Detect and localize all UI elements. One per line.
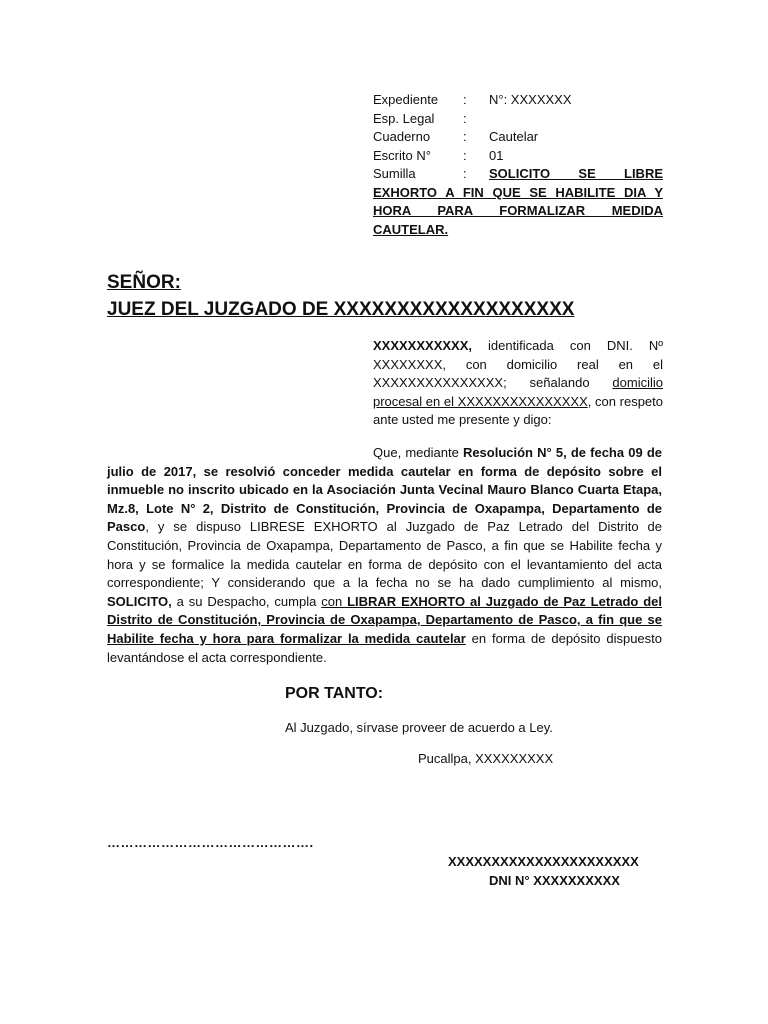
domicilio-procesal: domicilio procesal en el XXXXXXXXXXXXXXX: [373, 375, 663, 409]
header-sep: :: [463, 147, 467, 163]
header-row-sumilla: [373, 165, 663, 184]
intro-text: identificada con DNI. Nº XXXXXXXX, con domicilio real en el XXXXXXXXXXXXXXX; señalando: [373, 338, 663, 391]
body-text: a su Despacho, cumpla: [171, 593, 322, 609]
header-key: Escrito N°: [373, 147, 431, 163]
header-key: Sumilla: [373, 166, 416, 181]
case-header: [373, 91, 663, 239]
resolution-reference: Resolución N° 5, de fecha 09 de julio de 2017, se resolvió conceder medida cautelar en forma de depósito sobre el inmueble no inscrito ubicado en la Asociación Junta Vecinal Mauro Blanco Cuarta Etapa, Mz.8, Lote N° 2, Distrito de Constitución, Provincia de Oxapampa, Departamento de Pasco: [107, 445, 662, 535]
header-key: Cuaderno: [373, 129, 431, 144]
sumilla-first-line: SOLICITO SE LIBRE: [489, 166, 663, 181]
intro-text-end: , con respeto ante usted me presente y digo:: [373, 393, 663, 428]
main-paragraph: [107, 444, 662, 667]
body-text: Que, mediante: [373, 445, 463, 460]
header-sep: :: [463, 166, 467, 181]
petitioner-name: XXXXXXXXXXX,: [373, 338, 472, 353]
signature-line: ……………………………………….: [107, 835, 314, 850]
closing-request: Al Juzgado, sírvase proveer de acuerdo a Ley.: [285, 720, 553, 735]
sumilla-text: EXHORTO A FIN QUE SE HABILITE DIA Y HORA PARA FORMALIZAR MEDIDA CAUTELAR.: [373, 184, 663, 237]
body-text: , y se dispuso LIBRESE EXHORTO al Juzgado de Paz Letrado del Distrito de Constitución, Provincia de Oxapampa, Departamento de Pasco, a fin que se Habilite fecha y hora y se formalice la medida cautelar en forma de depósito con el levantamiento del acta correspondiente; Y considerando que a la fecha no se ha dado cumplimiento al mismo,: [107, 519, 662, 591]
header-value: Cautelar: [489, 129, 539, 144]
header-key: Expediente: [373, 92, 439, 107]
header-row-cuaderno: [373, 128, 663, 147]
header-sep: :: [463, 110, 467, 126]
salutation-senor: SEÑOR:: [107, 272, 181, 293]
body-text: en forma de depósito dispuesto levantándose el acta correspondiente.: [107, 630, 662, 665]
header-value: [489, 110, 663, 129]
header-value: N°: XXXXXXX: [489, 92, 572, 107]
header-key: Esp. Legal: [373, 110, 435, 126]
header-sep: :: [463, 92, 467, 107]
signer-dni: DNI N° XXXXXXXXXX: [489, 873, 620, 888]
solicito-keyword: SOLICITO,: [107, 593, 172, 609]
header-sep: :: [463, 129, 467, 144]
salutation-judge: JUEZ DEL JUZGADO DE XXXXXXXXXXXXXXXXXXX: [107, 299, 575, 320]
body-underlined: con: [321, 593, 348, 609]
header-row-esp-legal: [373, 110, 663, 129]
intro-paragraph: [373, 337, 663, 430]
place-date: Pucallpa, XXXXXXXXX: [418, 751, 554, 766]
header-value: 01: [489, 147, 504, 163]
header-row-expediente: [373, 91, 663, 110]
signer-name: XXXXXXXXXXXXXXXXXXXXXX: [448, 854, 639, 869]
por-tanto-heading: POR TANTO:: [285, 685, 384, 702]
header-row-escrito: [373, 147, 663, 166]
request-detail: LIBRAR EXHORTO al Juzgado de Paz Letrado del Distrito de Constitución, Provincia de Oxapampa, Departamento de Pasco, a fin que se Habilite fecha y hora para formalizar la medida cautelar: [107, 593, 663, 646]
